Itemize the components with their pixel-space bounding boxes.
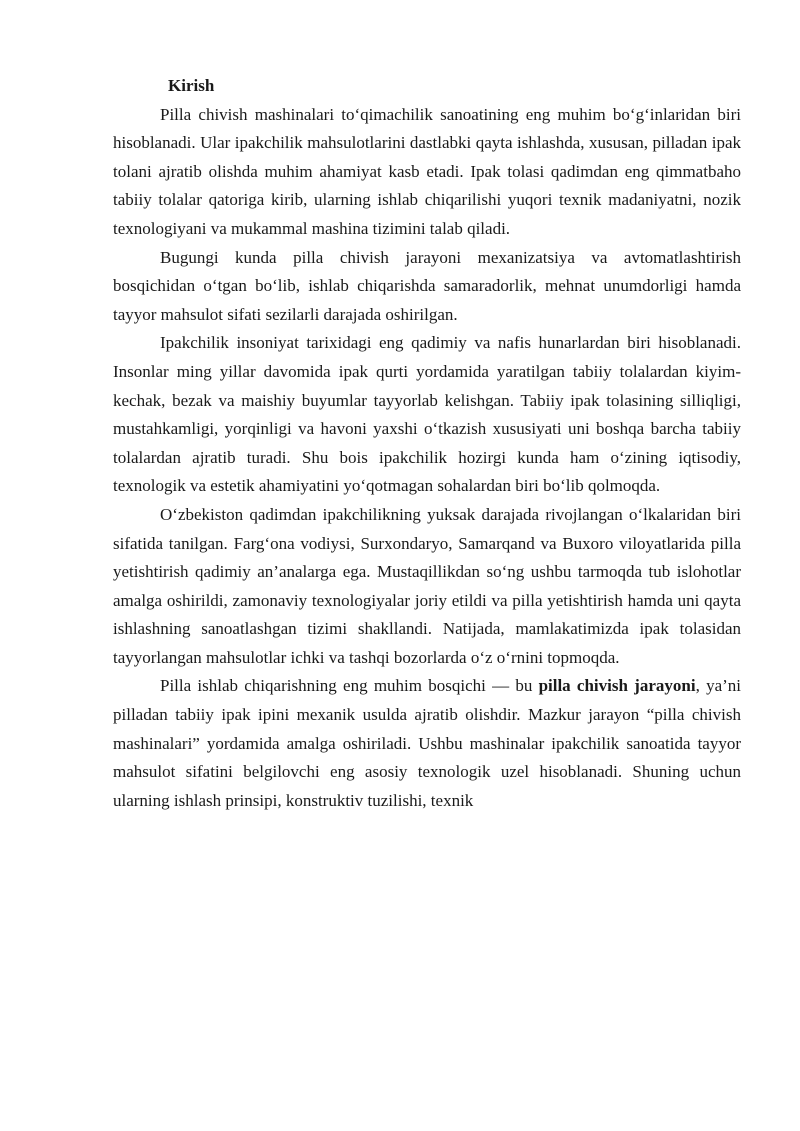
paragraph-2: Bugungi kunda pilla chivish jarayoni mexanizatsiya va avtomatlashtirish bosqichidan o‘tgan bo‘lib, ishlab chiqarishda samaradorlik, mehnat unumdorligi hamda tayyor mahsulot sifati sezilarli darajada oshirilgan. [113,247,741,324]
document-body [113,72,741,815]
paragraph-3: Ipakchilik insoniyat tarixidagi eng qadimiy va nafis hunarlardan biri hisoblanadi. Insonlar ming yillar davomida ipak qurti yordamida yaratilgan tabiiy tolalardan kiyim-kechak, bezak va maishiy buyumlar tayyorlab kelishgan. Tabiiy ipak tolasining silliqligi, mustahkamligi, yorqinligi va havoni yaxshi o‘tkazish xususiyati uni boshqa barcha tabiiy tolalardan ajratib turadi. Shu bois ipakchilik hozirgi kunda ham o‘zining iqtisodiy, texnologik va estetik ahamiyatini yo‘qotmagan sohalardan biri bo‘lib qolmoqda. [113,333,741,496]
paragraph-1: Pilla chivish mashinalari to‘qimachilik sanoatining eng muhim bo‘g‘inlaridan biri hisoblanadi. Ular ipakchilik mahsulotlarini dastlabki qayta ishlashda, xususan, pilladan ipak tolani ajratib olishda muhim ahamiyat kasb etadi. Ipak tolasi qadimdan eng qimmatbaho tabiiy tolalar qatoriga kirib, ularning ishlab chiqarilishi yuqori texnik madaniyatni, nozik texnologiyani va mukammal mashina tizimini talab qiladi. [113,104,741,238]
paragraph-4: O‘zbekiston qadimdan ipakchilikning yuksak darajada rivojlangan o‘lkalaridan biri sifatida tanilgan. Farg‘ona vodiysi, Surxondaryo, Samarqand va Buxoro viloyatlarida pilla yetishtirish qadimiy an’analarga ega. Mustaqillikdan so‘ng ushbu tarmoqda tub islohotlar amalga oshirildi, zamonaviy texnologiyalar joriy etildi va pilla yetishtirish hamda uni qayta ishlashning sanoatlashgan tizimi shakllandi. Natijada, mamlakatimizda ipak tolasidan tayyorlangan mahsulotlar ichki va tashqi bozorlarda o‘z o‘rnini topmoqda. [113,504,741,667]
paragraph-5-lead: Pilla ishlab chiqarishning eng muhim bosqichi — bu [160,676,539,696]
paragraph-5-emphasis: pilla chivish jarayoni [538,676,696,696]
paragraph-5 [113,672,741,815]
section-heading: Kirish [168,76,215,95]
paragraph-5-rest: , ya’ni pilladan tabiiy ipak ipini mexanik usulda ajratib olishdir. Mazkur jarayon “pilla chivish mashinalari” yordamida amalga oshiriladi. Ushbu mashinalar ipakchilik sanoatida tayyor mahsulot sifatini belgilovchi eng asosiy texnologik uzel hisoblanadi. Shuning uchun ularning ishlash prinsipi, konstruktiv tuzilishi, texnik [113,676,741,810]
